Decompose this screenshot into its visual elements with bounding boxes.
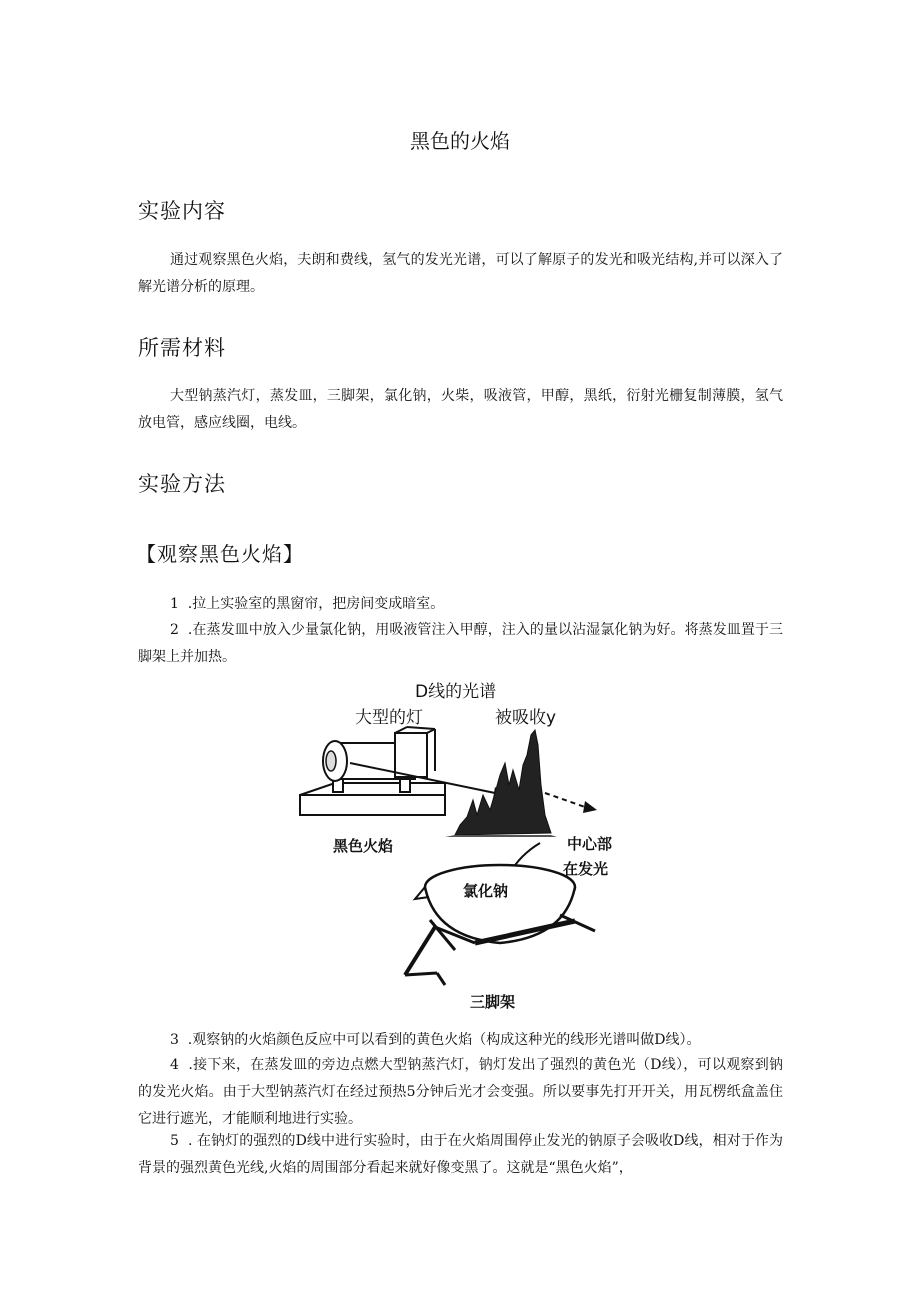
- figure-label-tripod: 三脚架: [470, 993, 516, 1011]
- figure-label-absorbed: 被吸收y: [495, 708, 557, 728]
- section-heading-materials: 所需材料: [138, 336, 226, 360]
- step-4: 4 .接下来，在蒸发皿的旁边点燃大型钠蒸汽灯，钠灯发出了强烈的黄色光（D线），可以观察到钠的发光火焰。由于大型钠蒸汽灯在经过预热5分钟后光才会变强。所以要事先打开开关，用瓦楞纸盒盖住它进行遮光，才能顺利地进行实验。: [138, 1057, 783, 1127]
- figure-label-lamp: 大型的灯: [355, 708, 423, 728]
- section-heading-content: 实验内容: [138, 199, 226, 223]
- figure-label-spectrum: D线的光谱: [415, 682, 497, 702]
- step-3: 3 .观察钠的火焰颜色反应中可以看到的黄色火焰（构成这种光的线形光谱叫做D线）。: [170, 1032, 701, 1048]
- step-2: 2 .在蒸发皿中放入少量氯化钠，用吸液管注入甲醇，注入的量以沾湿氯化钠为好。将蒸发皿置于三脚架上并加热。: [138, 622, 783, 665]
- experiment-figure: [295, 675, 630, 1020]
- step-1: 1 .拉上实验室的黑窗帘，把房间变成暗室。: [170, 596, 445, 612]
- figure-label-nacl: 氯化钠: [463, 882, 509, 900]
- figure-label-center-1: 中心部: [567, 835, 613, 853]
- section-heading-method: 实验方法: [138, 472, 226, 496]
- figure-label-center-2: 在发光: [563, 860, 609, 878]
- figure-label-black-flame: 黑色火焰: [333, 837, 394, 855]
- subsection-heading: 【观察黑色火焰】: [136, 542, 304, 566]
- materials-paragraph: 大型钠蒸汽灯，蒸发皿，三脚架，氯化钠，火柴，吸液管，甲醇，黑纸，衍射光栅复制薄膜，氢气放电管，感应线圈，电线。: [138, 388, 783, 431]
- page-title: 黑色的火焰: [410, 129, 510, 153]
- step-5: 5 . 在钠灯的强烈的D线中进行实验时，由于在火焰周围停止发光的钠原子会吸收D线，相对于作为背景的强烈黄色光线,火焰的周围部分看起来就好像变黑了。这就是“黑色火焰”，: [138, 1133, 783, 1176]
- content-paragraph: 通过观察黑色火焰，夫朗和费线，氢气的发光光谱，可以了解原子的发光和吸光结构,并可以深入了解光谱分析的原理。: [138, 252, 783, 295]
